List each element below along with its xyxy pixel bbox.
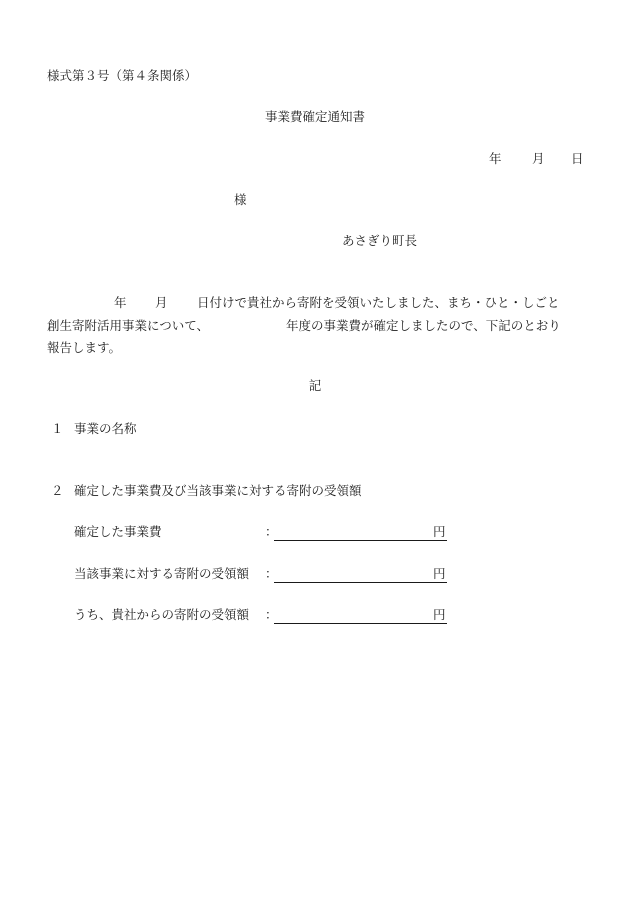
body-line-2 <box>47 315 583 338</box>
date-day-label: 日 <box>571 151 584 166</box>
amount-label-donation-received: 当該事業に対する寄附の受領額 <box>74 566 250 581</box>
sender-name: あさぎり町長 <box>342 233 418 248</box>
amount-colon: ： <box>265 566 278 581</box>
body-text-line-2a: 創生寄附活用事業について、 <box>47 317 210 333</box>
amount-label-confirmed-cost: 確定した事業費 <box>74 524 162 539</box>
amount-unit: 円 <box>433 566 446 581</box>
amount-colon: ： <box>265 607 278 622</box>
date-month-label: 月 <box>532 151 545 166</box>
form-number: 様式第３号（第４条関係） <box>47 68 198 83</box>
amount-colon: ： <box>265 524 278 539</box>
body-text-line-1: 日付けで貴社から寄附を受領いたしました、まち・ひと・しごと <box>197 295 560 310</box>
body-month-label: 月 <box>155 295 168 310</box>
body-line-3 <box>47 337 583 360</box>
ki-heading: 記 <box>308 378 322 393</box>
amount-blank-company-donation <box>274 607 447 624</box>
date-year-label: 年 <box>489 151 502 166</box>
amount-unit: 円 <box>433 524 446 539</box>
body-year-label: 年 <box>114 295 127 310</box>
amount-label-company-donation: うち、貴社からの寄附の受領額 <box>74 607 250 622</box>
item-2-number: ２ <box>51 483 64 498</box>
body-paragraph <box>47 292 583 360</box>
document-title: 事業費確定通知書 <box>264 109 365 124</box>
amount-blank-confirmed-cost <box>274 524 447 541</box>
body-text-line-2b: 年度の事業費が確定しましたので、下記のとおり <box>286 317 561 333</box>
recipient-honorific: 様 <box>234 192 247 207</box>
body-text-line-3: 報告します。 <box>47 340 122 355</box>
item-2-label: 確定した事業費及び当該事業に対する寄附の受領額 <box>74 483 362 498</box>
amount-unit: 円 <box>433 607 446 622</box>
body-line-1 <box>47 292 583 315</box>
item-1-label: 事業の名称 <box>74 421 137 436</box>
item-1-number: １ <box>51 421 64 436</box>
amount-blank-donation-received <box>274 566 447 583</box>
